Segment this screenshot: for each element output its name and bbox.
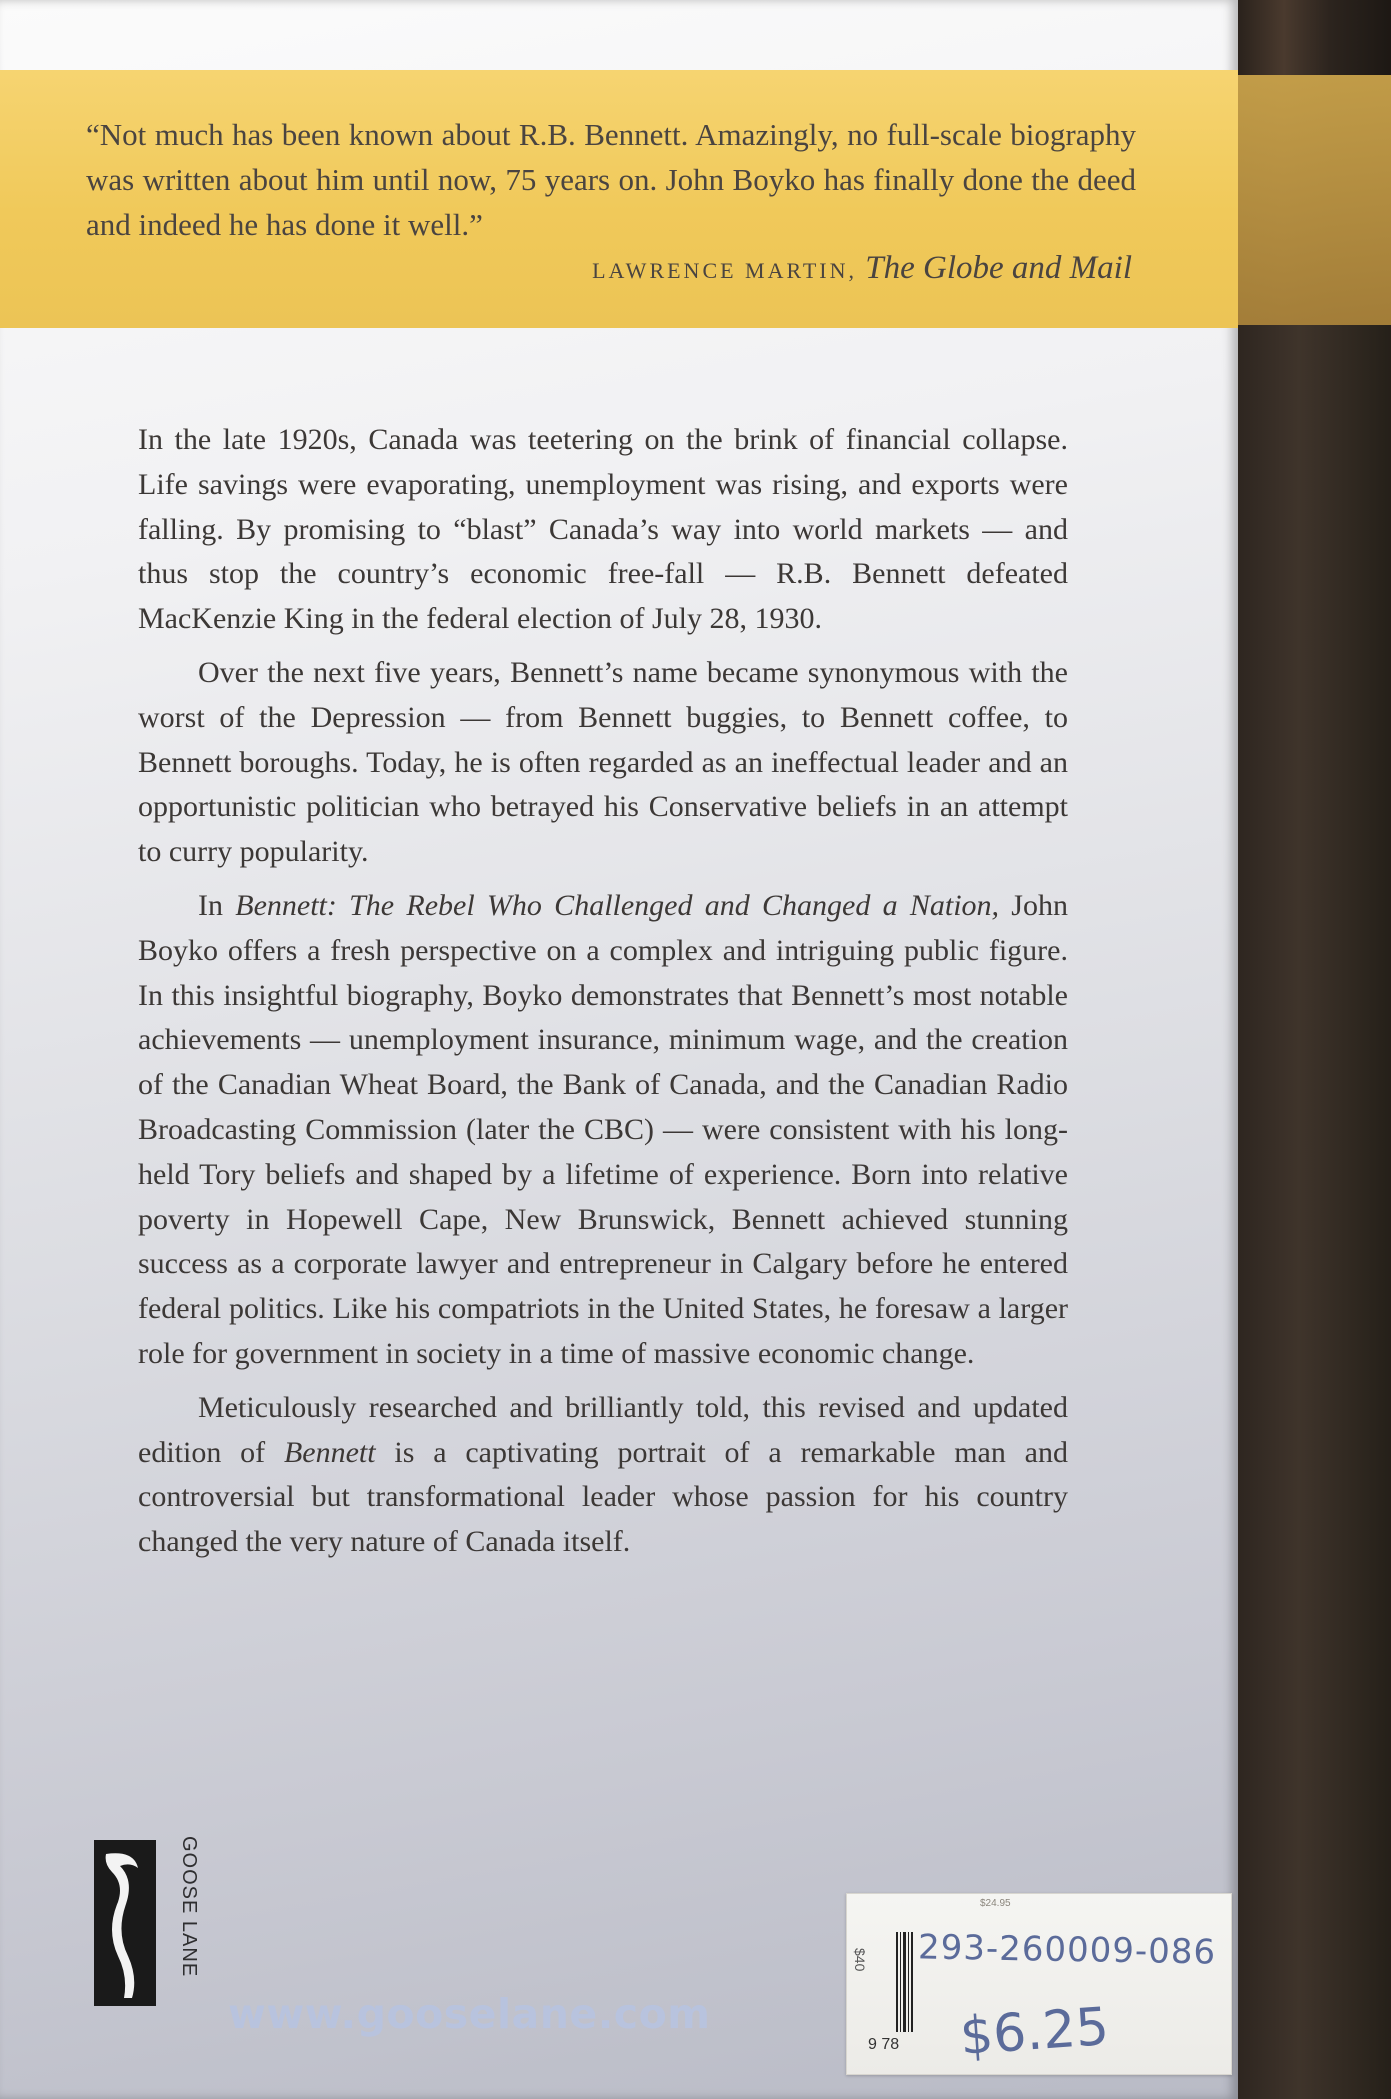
description-paragraph-3 xyxy=(138,884,1068,1377)
barcode-digits: 9 78 xyxy=(868,2036,900,2053)
barcode-graphic xyxy=(896,1932,914,2032)
paragraph-4-intro: Meticulously researched and brilliantly told, this revised and updated edition of xyxy=(138,1390,1068,1469)
publisher-name: GOOSE LANE xyxy=(178,1836,200,1978)
publisher-website: www.gooselane.com xyxy=(228,1990,711,2038)
paragraph-4-body: is a captivating portrait of a remarkable man and controversial but transformational leader whose passion for his country changed the very nature of Canada itself. xyxy=(138,1435,1068,1559)
book-title-short-italic: Bennett xyxy=(283,1435,376,1469)
paragraph-3-intro: In xyxy=(198,888,236,922)
sticker-small-print: $24.95 xyxy=(980,1898,1011,1909)
handwritten-price: $6.25 xyxy=(958,1996,1111,2068)
review-quote: “Not much has been known about R.B. Bennett. Amazingly, no full-scale biography was written about him until now, 75 years on. John Boyko has finally done the deed and indeed he has done it well.” xyxy=(86,117,1136,242)
book-title-italic: Bennett: The Rebel Who Challenged and Changed a Nation, xyxy=(235,888,1000,922)
description-paragraph-4 xyxy=(138,1386,1068,1565)
sticker-side-code: $40 xyxy=(852,1948,868,1972)
goose-silhouette-icon xyxy=(94,1840,156,2006)
quote-attribution xyxy=(592,250,1132,287)
book-description xyxy=(138,418,1068,1574)
book-spine-gold-band xyxy=(1238,75,1391,325)
book-spine-lower xyxy=(1238,325,1391,2099)
description-paragraph-1: In the late 1920s, Canada was teetering on the brink of financial collapse. Life savings were evaporating, unemployment was rising, and exports were falling. By promising to “blast” Canada’s way into world markets — and thus stop the country’s economic free-fall — R.B. Bennett defeated MacKenzie King in the federal election of July 28, 1930. xyxy=(138,423,1068,636)
publisher-logo xyxy=(90,1832,202,2022)
quote-author: LAWRENCE MARTIN, xyxy=(592,258,858,283)
paragraph-3-body: John Boyko offers a fresh perspective on a complex and intriguing public figure. In this insightful biography, Boyko demonstrates that Bennett’s most notable achievements — unemployment insurance, minimum wage, and the creation of the Canadian Wheat Board, the Bank of Canada, and the Canadian Radio Broadcasting Commission (later the CBC) — were consistent with his long-held Tory beliefs and shaped by a lifetime of experience. Born into relative poverty in Hopewell Cape, New Brunswick, Bennett achieved stunning success as a corporate lawyer and entrepreneur in Calgary before he entered federal politics. Like his compatriots in the United States, he foresaw a larger role for government in society in a time of massive economic change. xyxy=(138,888,1068,1370)
goose-silhouette-graphic xyxy=(94,1840,156,2006)
description-paragraph-2: Over the next five years, Bennett’s name became synonymous with the worst of the Depression — from Bennett buggies, to Bennett coffee, to Bennett boroughs. Today, he is often regarded as an ineffectual leader and an opportunistic politician who betrayed his Conservative beliefs in an attempt to curry popularity. xyxy=(138,655,1068,869)
quote-source: The Globe and Mail xyxy=(865,250,1132,286)
handwritten-inventory-code: 293-260009-086 xyxy=(917,1927,1217,1973)
